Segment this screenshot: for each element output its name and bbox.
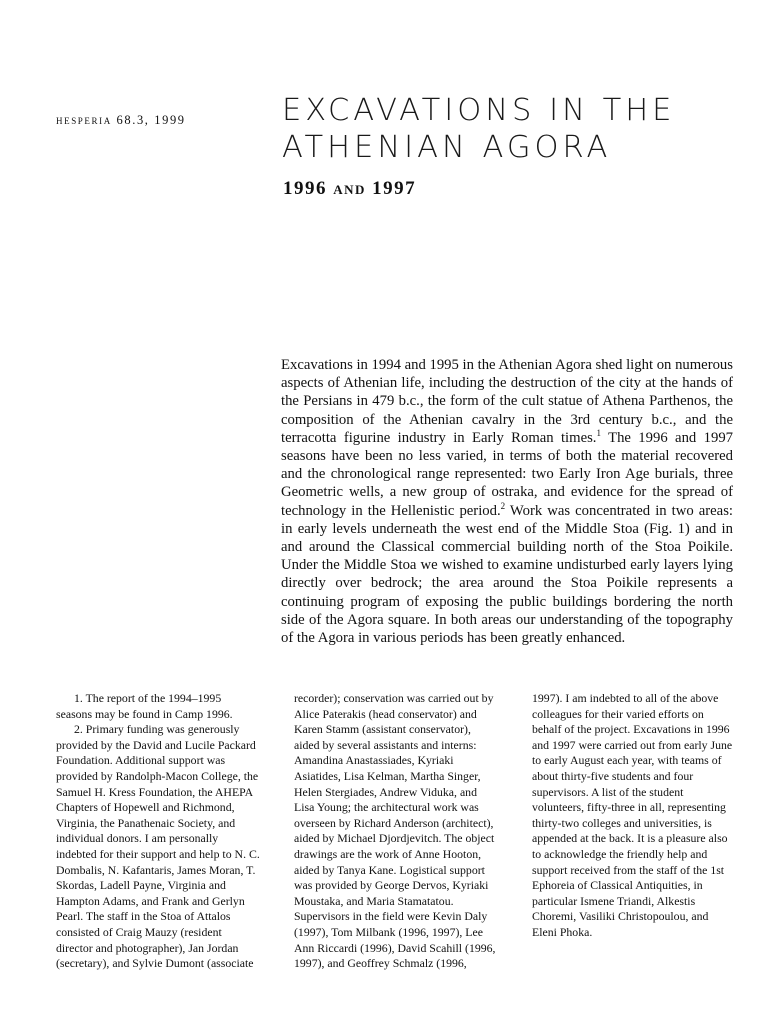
article-subtitle: 1996 and 1997 xyxy=(283,178,417,199)
footnote-2: 2. Primary funding was generously provided by the David and Lucile Packard Foundation. Additional support was provided by Randolph-Macon College, the Samuel H. Kress Foundation, the AHEPA Chapters of Hopewell and Richmond, Virginia, the Panathenaic Society, and individual donors. I am personally indebted for their support and help to N. C. Dombalis, N. Kafantaris, James Moran, T. Skordas, Ladell Payne, Virginia and Hampton Adams, and Frank and Gerlyn Pearl. The staff in the Stoa of Attalos consisted of Craig Mauzy (resident director and photographer), Jan Jordan (secretary), and Sylvie Dumont (associate recorder); conservation was carried out by Alice Paterakis (head conservator) and Karen Stamm (assistant conservator), aided by several assistants and interns: Amandina Anastassiades, Kyriaki Asiatides, Lisa Kelman, Martha Singer, Helen Stergiades, Andrew Viduka, and Lisa Young; the architectural work was overseen by Richard Anderson (architect), aided by Michael Djordjevitch. The object drawings are the work of Anne Hooton, aided by Tanya Kane. Logistical support was provided by George Dervos, Kyriaki Moustaka, and Maria Stamatatou. Supervisors in the field were Kevin Daly (1997), Tom Milbank (1996, 1997), Lee Ann Riccardi (1996), David Scahill (1996, 1997), and Geoffrey Schmalz (1996, 1997). I am indebted to all of the above colleagues for their varied efforts on behalf of the project. Excavations in 1996 and 1997 were carried out from early June to early August each year, with teams of about thirty-five students and four supervisors. A list of the student volunteers, fifty-three in all, representing thirty-two colleges and universities, is appended at the back. It is a pleasure also to acknowledge the friendly help and support received from the staff of the 1st Ephoreia of Classical Antiquities, in particular Ismene Triandi, Alkestis Choremi, Vasiliki Christopoulou, and Eleni Phoka. xyxy=(56,691,733,971)
title-line-1: EXCAVATIONS IN THE xyxy=(282,93,676,128)
title-line-2: ATHENIAN AGORA xyxy=(282,130,612,165)
footnote-ref-1[interactable]: 1 xyxy=(596,427,601,438)
abstract-text-part-3: Work was concentrated in two areas: in early levels underneath the west end of the Middle Stoa (Fig. 1) and in and around the Classical commercial building north of the Stoa Poikile. Under the Middle Stoa we wished to examine undisturbed early layers lying directly over bedrock; the area around the Stoa Poikile represents a continuing program of exposing the public buildings bordering the north side of the Agora square. In both areas our understanding of the topography of the Agora in various periods has been greatly enhanced. xyxy=(281,502,733,647)
footnotes xyxy=(56,691,736,976)
article-title xyxy=(282,92,722,166)
journal-citation: hesperia 68.3, 1999 xyxy=(56,113,186,127)
abstract-paragraph xyxy=(281,356,733,647)
abstract-text-part-2: The 1996 and 1997 seasons have been no less varied, in terms of both the material recovered and the chronological range represented: two Early Iron Age burials, three Geometric wells, a new group of ostraka, and evidence for the spread of technology in the Hellenistic period. xyxy=(281,429,734,519)
footnote-1: 1. The report of the 1994–1995 seasons may be found in Camp 1996. xyxy=(56,691,233,721)
footnote-ref-2[interactable]: 2 xyxy=(500,500,506,511)
abstract-text-part-1: Excavations in 1994 and 1995 in the Athenian Agora shed light on numerous aspects of Athenian life, including the destruction of the city at the hands of the Persians in 479 b.c., the form of the cult statue of Athena Parthenos, the composition of the Athenian cavalry in the 3rd century b.c., and the terracotta figurine industry in Early Roman times. xyxy=(281,357,733,446)
